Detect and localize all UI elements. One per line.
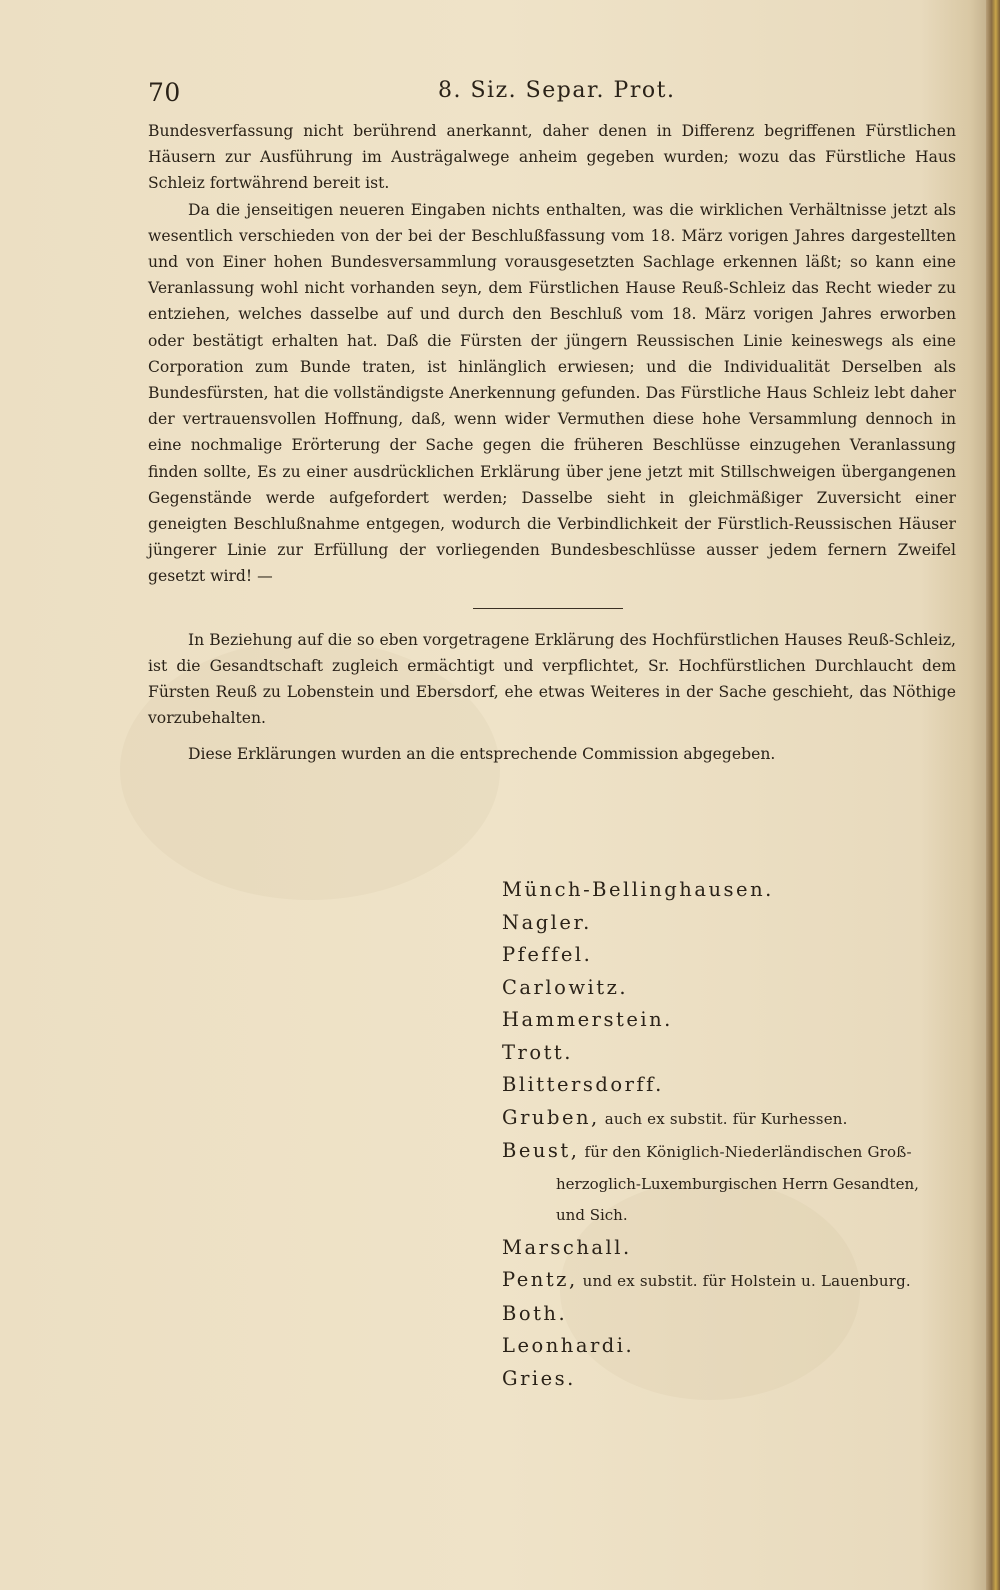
signature-entry (502, 1363, 962, 1396)
signature-entry (502, 1037, 962, 1070)
signatory-name: Hammerstein. (502, 1008, 673, 1031)
signatory-name: Both. (502, 1301, 568, 1325)
signature-entry (502, 1102, 962, 1136)
signature-entry (502, 1232, 962, 1265)
signature-entry (502, 907, 962, 940)
signatory-name: Nagler. (502, 910, 592, 934)
running-head: 8. Siz. Separ. Prot. (438, 78, 676, 103)
paragraph-continuation: Bundesverfassung nicht berührend anerkannt, daher denen in Differenz begriffenen Fürstlichen Häusern zur Ausführung im Austrägalwege anheim gegeben wurden; wozu das Fürstliche Haus Schleiz fortwährend bereit ist. (148, 122, 956, 193)
signatory-name: Blittersdorff. (502, 1073, 664, 1096)
signatory-note: für den Königlich-Niederländischen Groß- (579, 1143, 912, 1161)
signatory-name: Trott. (502, 1040, 573, 1064)
paragraph-gap (148, 731, 956, 741)
signature-entry (502, 972, 962, 1005)
section-divider (473, 608, 623, 609)
signatory-note: und ex substit. für Holstein u. Lauenburg. (577, 1272, 911, 1290)
signature-entry (502, 1004, 962, 1037)
signature-entry (502, 1330, 962, 1363)
paragraph-reuss-schleiz: Da die jenseitigen neueren Eingaben nichts enthalten, was die wirklichen Verhältnisse jetzt als wesentlich verschieden von der bei der Beschlußfassung vom 18. März vorigen Jahres dargestellten und von Einer hohen Bundesversammlung vorausgesetzten Sachlage erkennen läßt; so kann eine Veranlassung wohl nicht vorhanden seyn, dem Fürstlichen Hause Reuß-Schleiz das Recht wieder zu entziehen, welches dasselbe auf und durch den Beschluß vom 18. März vorigen Jahres erworben oder bestätigt erhalten hat. Daß die Fürsten der jüngern Reussischen Linie keineswegs als eine Corporation zum Bunde traten, ist hinlänglich erwiesen; und die Individualität Derselben als Bundesfürsten, hat die vollständigste Anerkennung gefunden. Das Fürstliche Haus Schleiz lebt daher der vertrauensvollen Hoffnung, daß, wenn wider Vermuthen diese hohe Versammlung dennoch in eine nochmalige Erörterung der Sache gegen die früheren Beschlüsse einzugehen Veranlassung finden sollte, Es zu einer ausdrücklichen Erklärung über jene jetzt mit Stillschweigen übergangenen Gegenstände werde aufgefordert werden; Dasselbe sieht in gleichmäßiger Zuversicht einer geneigten Beschlußnahme entgegen, wodurch die Verbindlichkeit der Fürstlich-Reussischen Häuser jüngerer Linie zur Erfüllung der vorliegenden Bundesbeschlüsse ausser jedem fernern Zweifel gesetzt wird! — (148, 200, 956, 586)
body-text (148, 118, 956, 768)
signatory-name: Leonhardi. (502, 1334, 635, 1357)
signature-entry (502, 1135, 962, 1169)
signatory-name: Gruben, (502, 1105, 600, 1129)
signatory-note-continued: herzoglich-Luxemburgischen Herrn Gesandten, (556, 1174, 919, 1193)
signatory-name: Pfeffel. (502, 943, 593, 966)
signature-entry (502, 874, 962, 907)
signature-entry (502, 1298, 962, 1331)
page-number: 70 (148, 78, 181, 107)
signatory-name: Carlowitz. (502, 975, 629, 999)
page-header (148, 78, 958, 114)
signature-list (502, 874, 962, 1395)
book-spine-edge (986, 0, 1000, 1590)
signatory-note-continued: und Sich. (556, 1206, 628, 1224)
signature-entry (502, 939, 962, 972)
paragraph-commission: Diese Erklärungen wurden an die entsprechende Commission abgegeben. (188, 745, 776, 764)
signatory-note: auch ex substit. für Kurhessen. (599, 1109, 848, 1128)
signatory-name: Marschall. (502, 1235, 632, 1259)
paragraph-declaration: In Beziehung auf die so eben vorgetragene Erklärung des Hochfürstlichen Hauses Reuß-Schleiz, ist die Gesandtschaft zugleich ermächtigt und verpflichtet, Sr. Hochfürstlichen Durchlaucht dem Fürsten Reuß zu Lobenstein und Ebersdorf, ehe etwas Weiteres in der Sache geschieht, das Nöthige vorzubehalten. (148, 630, 956, 728)
signature-entry (502, 1264, 962, 1298)
signatory-name: Gries. (502, 1366, 576, 1390)
signature-entry (502, 1069, 962, 1102)
signatory-name: Beust, (502, 1139, 580, 1162)
signatory-name: Pentz, (502, 1268, 578, 1291)
signatory-name: Münch-Bellinghausen. (502, 878, 774, 901)
